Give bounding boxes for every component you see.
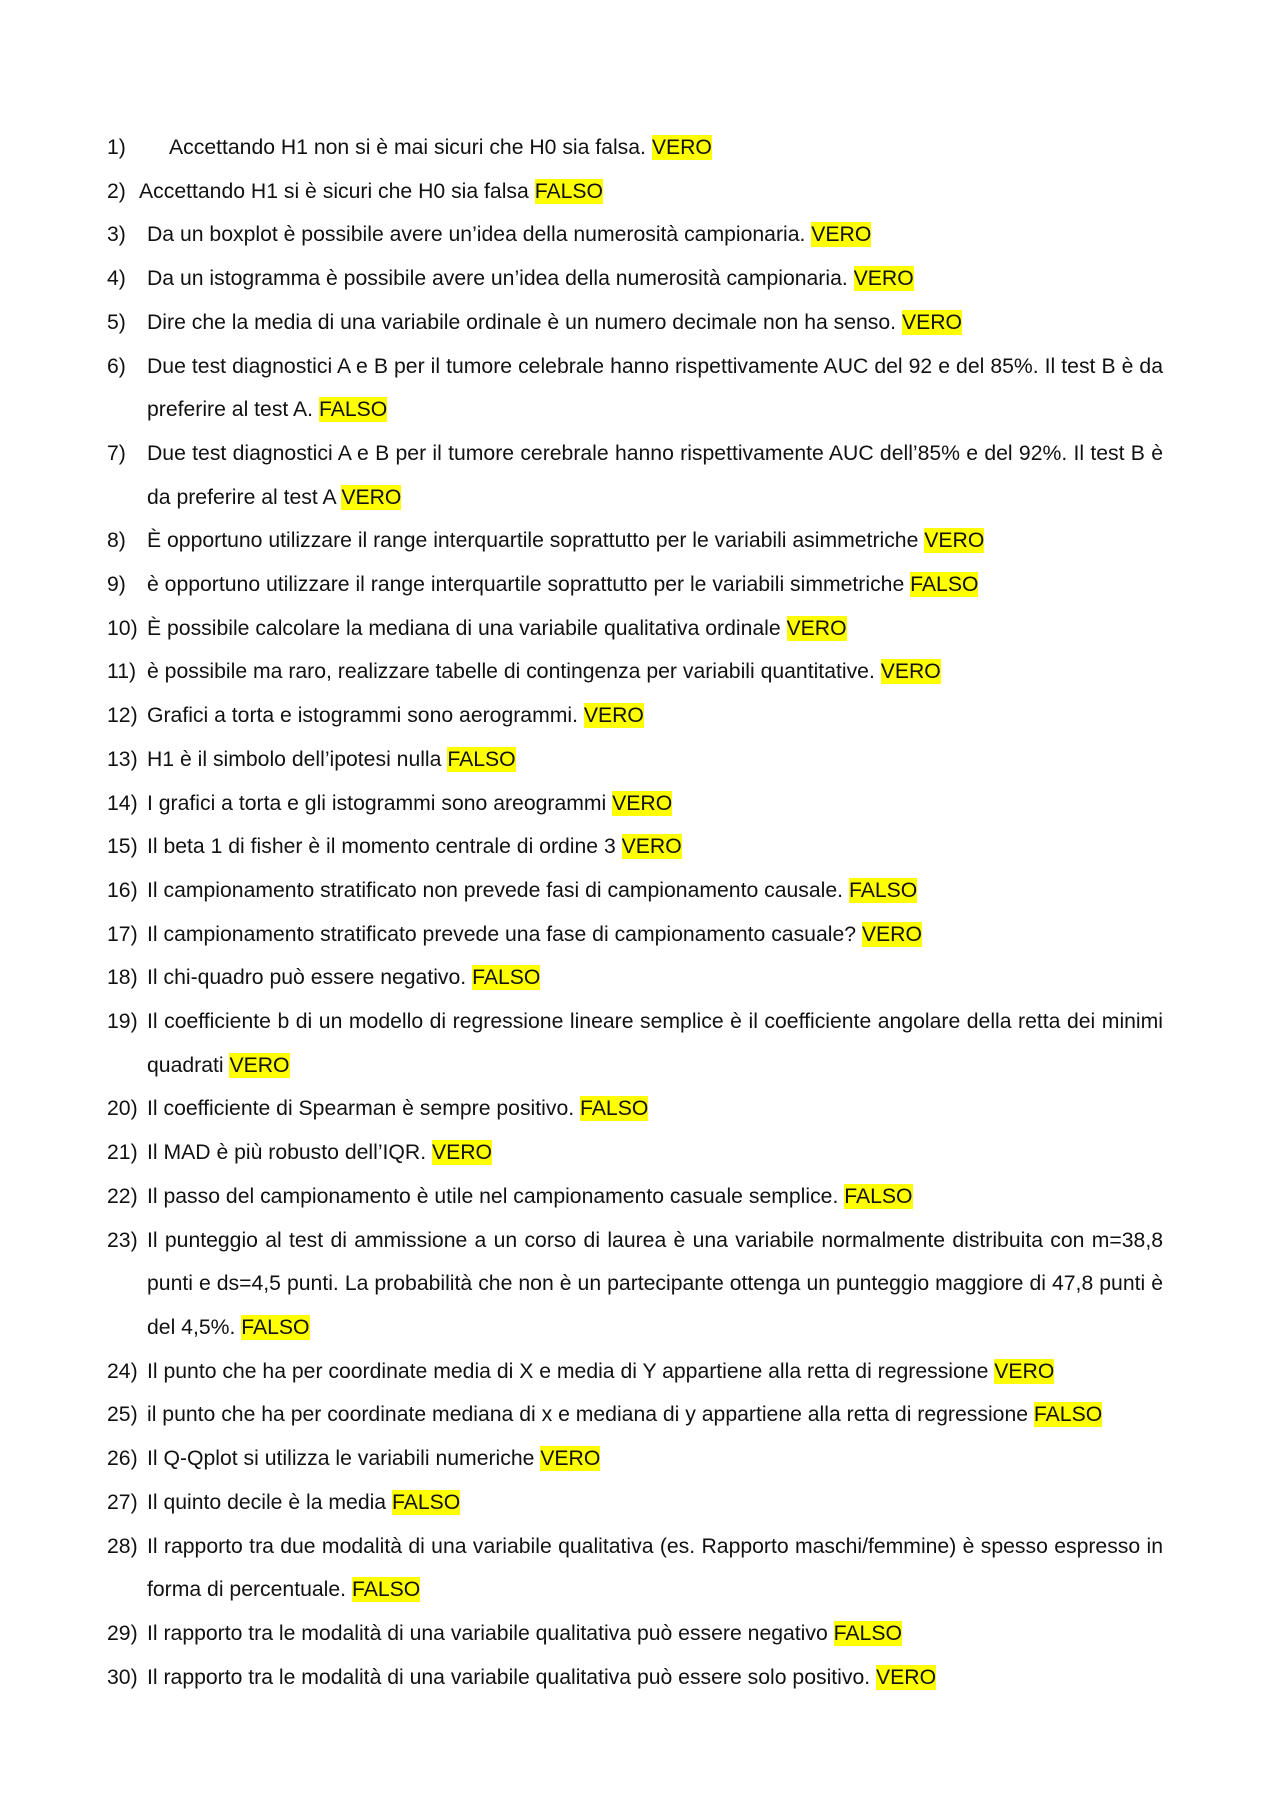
list-item (107, 1131, 1163, 1175)
item-text: Il quinto decile è la media (147, 1490, 392, 1514)
item-number: 2) (107, 179, 126, 203)
answer-highlight: FALSO (351, 1578, 421, 1602)
item-text: Due test diagnostici A e B per il tumore celebrale hanno rispettivamente AUC del 92 e del 85%. Il test B è da preferire al test A. (147, 354, 1163, 422)
item-number: 12) (107, 704, 138, 728)
list-item (107, 213, 1163, 257)
answer-highlight: FALSO (472, 966, 541, 990)
answer-highlight: VERO (651, 136, 712, 159)
item-number: 4) (107, 267, 126, 291)
list-item (107, 1087, 1163, 1131)
list-item (107, 1175, 1163, 1219)
item-text: Il campionamento stratificato non prevede fasi di campionamento causale. (147, 878, 849, 902)
list-item (107, 782, 1163, 826)
answer-highlight: VERO (811, 223, 872, 247)
item-text: Da un boxplot è possibile avere un’idea della numerosità campionaria. (147, 223, 812, 247)
list-item (107, 738, 1163, 782)
item-number: 7) (107, 441, 126, 465)
answer-highlight: VERO (924, 529, 985, 553)
item-number: 10) (107, 616, 138, 640)
item-text: Due test diagnostici A e B per il tumore cerebrale hanno rispettivamente AUC dell’85% e del 92%. Il test B è da preferire al test A (147, 441, 1163, 509)
answer-highlight: VERO (880, 660, 941, 684)
list-item (107, 1437, 1163, 1481)
answer-highlight: FALSO (241, 1315, 310, 1339)
item-number: 19) (107, 1010, 138, 1034)
item-number: 29) (107, 1621, 138, 1645)
list-item (107, 1612, 1163, 1656)
item-number: 21) (107, 1141, 138, 1165)
list-item (107, 694, 1163, 738)
answer-highlight: FALSO (844, 1184, 913, 1208)
item-text: Accettando H1 si è sicuri che H0 sia falsa (139, 179, 535, 203)
list-item (107, 126, 1163, 170)
item-text: Il MAD è più robusto dell’IQR. (147, 1141, 432, 1165)
answer-highlight: VERO (786, 616, 847, 640)
item-number: 26) (107, 1447, 138, 1471)
answer-highlight: FALSO (534, 179, 603, 203)
item-number: 8) (107, 529, 126, 553)
item-text: Il campionamento stratificato prevede una fase di campionamento casuale? (147, 922, 862, 946)
list-item (107, 650, 1163, 694)
answer-highlight: VERO (612, 791, 673, 815)
list-item (107, 869, 1163, 913)
item-text: è opportuno utilizzare il range interquartile soprattutto per le variabili simmetriche (147, 573, 911, 597)
list-item (107, 913, 1163, 957)
item-text: H1 è il simbolo dell’ipotesi nulla (147, 747, 448, 771)
answer-highlight: VERO (431, 1141, 493, 1165)
answer-highlight: VERO (621, 835, 682, 859)
item-number: 3) (107, 223, 126, 247)
item-text: I grafici a torta e gli istogrammi sono areogrammi (147, 791, 613, 815)
item-text: il punto che ha per coordinate mediana di x e mediana di y appartiene alla retta di regressione (147, 1403, 1034, 1427)
answer-highlight: VERO (229, 1053, 290, 1077)
list-item (107, 825, 1163, 869)
item-text: è possibile ma raro, realizzare tabelle di contingenza per variabili quantitative. (147, 660, 881, 684)
item-text: Il Q-Qplot si utilizza le variabili numeriche (147, 1447, 541, 1471)
answer-highlight: VERO (901, 310, 963, 334)
item-text: Il rapporto tra le modalità di una variabile qualitativa può essere solo positivo. (147, 1665, 877, 1689)
item-number: 6) (107, 354, 126, 378)
answer-highlight: VERO (994, 1359, 1055, 1383)
item-number: 22) (107, 1184, 138, 1208)
list-item (107, 257, 1163, 301)
list-item (107, 956, 1163, 1000)
item-number: 18) (107, 966, 138, 990)
item-number: 20) (107, 1097, 138, 1121)
answer-highlight: VERO (341, 485, 402, 509)
list-item (107, 432, 1163, 519)
list-item (107, 563, 1163, 607)
item-number: 14) (107, 791, 138, 815)
list-item (107, 1393, 1163, 1437)
item-text: Il punteggio al test di ammissione a un corso di laurea è una variabile normalmente distribuita con m=38,8 punti e ds=4,5 punti. La probabilità che non è un partecipante ottenga un punteggio maggiore di 47,8 punti è del 4,5%. (147, 1228, 1163, 1339)
answer-highlight: FALSO (910, 573, 979, 597)
answer-highlight: VERO (876, 1665, 937, 1689)
item-number: 24) (107, 1359, 138, 1383)
list-item (107, 1000, 1163, 1087)
item-text: Il passo del campionamento è utile nel campionamento casuale semplice. (147, 1184, 845, 1208)
item-number: 28) (107, 1534, 138, 1558)
list-item (107, 1481, 1163, 1525)
item-number: 27) (107, 1490, 138, 1514)
list-item (107, 1525, 1163, 1612)
answer-highlight: FALSO (1033, 1403, 1103, 1427)
list-item (107, 607, 1163, 651)
item-text: Dire che la media di una variabile ordinale è un numero decimale non ha senso. (147, 310, 902, 334)
list-item (107, 1350, 1163, 1394)
item-number: 11) (107, 660, 137, 684)
item-number: 9) (107, 573, 126, 597)
item-text: Accettando H1 non si è mai sicuri che H0 sia falsa. (169, 136, 652, 159)
answer-highlight: FALSO (580, 1097, 649, 1121)
item-number: 1) (107, 136, 126, 159)
answer-highlight: VERO (583, 704, 644, 728)
item-text: Il rapporto tra due modalità di una variabile qualitativa (es. Rapporto maschi/femmine) è spesso espresso in forma di percentuale. (147, 1534, 1163, 1602)
answer-highlight: VERO (853, 267, 914, 291)
answer-highlight: FALSO (848, 878, 918, 902)
item-text: Il coefficiente di Spearman è sempre positivo. (147, 1097, 580, 1121)
list-item (107, 345, 1163, 432)
item-number: 30) (107, 1665, 138, 1689)
answer-highlight: FALSO (391, 1490, 461, 1514)
list-item (107, 301, 1163, 345)
answer-highlight: FALSO (833, 1621, 902, 1645)
item-number: 25) (107, 1403, 138, 1427)
item-text: È possibile calcolare la mediana di una variabile qualitativa ordinale (147, 616, 787, 640)
list-item (107, 170, 1163, 214)
item-text: Grafici a torta e istogrammi sono aerogrammi. (147, 704, 584, 728)
item-number: 15) (107, 835, 138, 859)
answer-highlight: FALSO (447, 747, 516, 771)
list-item (107, 1656, 1163, 1700)
answer-highlight: FALSO (318, 398, 388, 422)
list-item (107, 1219, 1163, 1350)
item-text: Il punto che ha per coordinate media di X e media di Y appartiene alla retta di regressione (147, 1359, 995, 1383)
item-text: Il beta 1 di fisher è il momento centrale di ordine 3 (147, 835, 622, 859)
question-list (107, 126, 1163, 1699)
item-number: 23) (107, 1228, 138, 1252)
item-number: 5) (107, 310, 126, 334)
item-number: 16) (107, 878, 138, 902)
item-number: 13) (107, 747, 138, 771)
item-text: Il chi-quadro può essere negativo. (147, 966, 473, 990)
answer-highlight: VERO (540, 1447, 601, 1471)
item-text: Il rapporto tra le modalità di una variabile qualitativa può essere negativo (147, 1621, 834, 1645)
item-text: Da un istogramma è possibile avere un’idea della numerosità campionaria. (147, 267, 854, 291)
item-text: È opportuno utilizzare il range interquartile soprattutto per le variabili asimmetriche (147, 529, 925, 553)
item-number: 17) (107, 922, 138, 946)
answer-highlight: VERO (861, 922, 922, 946)
list-item (107, 519, 1163, 563)
item-text: Il coefficiente b di un modello di regressione lineare semplice è il coefficiente angolare della retta dei minimi quadrati (147, 1010, 1163, 1077)
